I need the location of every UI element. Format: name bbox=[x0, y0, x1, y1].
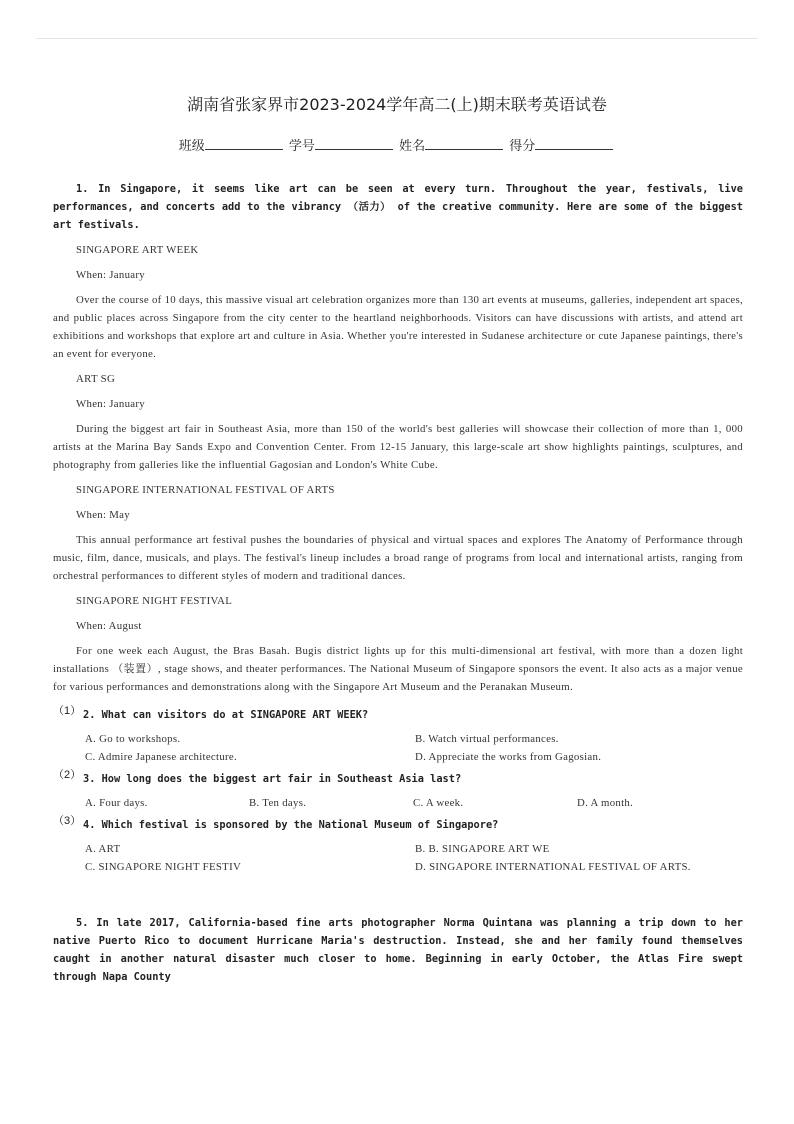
exam-content bbox=[53, 180, 743, 986]
section-body: During the biggest art fair in Southeast Asia, more than 150 of the world's best galleries will showcase their collection of more than 1, 000 artists at the Marina Bay Sands Expo and Convention Center. From 12-15 January, this large-scale art show highlights paintings, sculptures, and photography from galleries like the influential Gagosian and London's White Cube. bbox=[53, 423, 743, 471]
answer-option[interactable]: C. SINGAPORE NIGHT FESTIV bbox=[85, 861, 242, 873]
answer-option[interactable]: A. Four days. bbox=[85, 797, 148, 809]
answer-option[interactable]: A. ART bbox=[85, 843, 121, 855]
section-heading: SINGAPORE ART WEEK bbox=[76, 244, 199, 256]
student-info-line bbox=[0, 135, 794, 154]
subquestion-number: （3） bbox=[53, 815, 82, 827]
answer-option[interactable]: C. Admire Japanese architecture. bbox=[85, 751, 237, 763]
subquestion-2-options bbox=[53, 794, 743, 812]
answer-option[interactable]: B. B. SINGAPORE ART WE bbox=[415, 843, 550, 855]
class-blank[interactable] bbox=[205, 137, 283, 150]
subquestion-number: （2） bbox=[53, 769, 82, 781]
answer-option[interactable]: D. A month. bbox=[577, 797, 634, 809]
section-when: When: January bbox=[76, 398, 145, 410]
subquestion-1 bbox=[53, 706, 743, 724]
section-when: When: August bbox=[76, 620, 142, 632]
subquestion-number: （1） bbox=[53, 705, 82, 717]
section-when: When: May bbox=[76, 509, 130, 521]
student-id-label: 学号 bbox=[288, 139, 315, 154]
exam-title: 湖南省张家界市2023-2024学年高二(上)期末联考英语试卷 bbox=[187, 95, 607, 114]
section-when: When: January bbox=[76, 269, 145, 281]
section-body: For one week each August, the Bras Basah. Bugis district lights up for this multi-dimensional art festival, with more than a dozen light installations （装置）, stage shows, and theater performances. The National Museum of Singapore sponsors the event. It also acts as a major venue for various performances and demonstrations along with the Singapore Art Museum and the Peranakan Museum. bbox=[53, 645, 743, 693]
answer-option[interactable]: B. Ten days. bbox=[249, 797, 307, 809]
subquestion-3-options bbox=[53, 840, 743, 876]
section-body: This annual performance art festival pushes the boundaries of physical and virtual spaces and explores The Anatomy of Performance through music, film, dance, musicals, and plays. The festival's lineup includes a broad range of programs from local and international artists, ranging from orchestral performances to different styles of modern and traditional dances. bbox=[53, 534, 743, 582]
name-blank[interactable] bbox=[425, 137, 503, 150]
subquestion-3 bbox=[53, 816, 743, 834]
score-label: 得分 bbox=[509, 139, 536, 154]
top-divider bbox=[36, 38, 758, 39]
section-heading: SINGAPORE INTERNATIONAL FESTIVAL OF ARTS bbox=[76, 484, 335, 496]
subquestion-2 bbox=[53, 770, 743, 788]
subquestion-text: 2. What can visitors do at SINGAPORE ART WEEK? bbox=[83, 709, 369, 721]
class-label: 班级 bbox=[178, 139, 205, 154]
section-body: Over the course of 10 days, this massive visual art celebration organizes more than 130 art events at museums, galleries, independent art spaces, and public places across Singapore from the city center to the heartland neighborhoods. Visitors can have discussions with artists, and attend art exhibitions and workshops that explore art and culture in Asia. Whether you're interested in Sudanese architecture or cute Japanese paintings, there's an event for everyone. bbox=[53, 294, 743, 360]
section-heading: ART SG bbox=[76, 373, 116, 385]
name-label: 姓名 bbox=[399, 139, 426, 154]
student-id-blank[interactable] bbox=[315, 137, 393, 150]
answer-option[interactable]: B. Watch virtual performances. bbox=[415, 733, 559, 745]
score-blank[interactable] bbox=[535, 137, 613, 150]
question-1-intro: 1. In Singapore, it seems like art can be seen at every turn. Throughout the year, festivals, live performances, and concerts add to the vibrancy （活力） of the creative community. Here are some of the biggest art festivals. bbox=[53, 183, 743, 231]
question-5-intro: 5. In late 2017, California-based fine arts photographer Norma Quintana was planning a trip down to her native Puerto Rico to document Hurricane Maria's destruction. Instead, she and her family found themselves caught in another natural disaster much closer to home. Beginning in early October, the Atlas Fire swept through Napa County bbox=[53, 917, 743, 983]
answer-option[interactable]: C. A week. bbox=[413, 797, 464, 809]
answer-option[interactable]: A. Go to workshops. bbox=[85, 733, 181, 745]
subquestion-text: 4. Which festival is sponsored by the National Museum of Singapore? bbox=[83, 819, 499, 831]
subquestion-1-options bbox=[53, 730, 743, 766]
answer-option[interactable]: D. SINGAPORE INTERNATIONAL FESTIVAL OF ARTS. bbox=[415, 861, 691, 873]
subquestion-text: 3. How long does the biggest art fair in Southeast Asia last? bbox=[83, 773, 462, 785]
answer-option[interactable]: D. Appreciate the works from Gagosian. bbox=[415, 751, 602, 763]
section-heading: SINGAPORE NIGHT FESTIVAL bbox=[76, 595, 233, 607]
